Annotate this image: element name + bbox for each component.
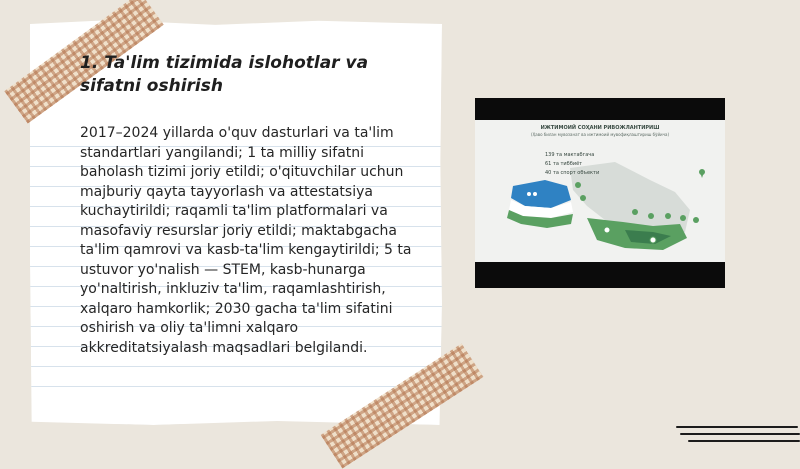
map-infographic	[475, 120, 725, 262]
decorative-stroke-3	[688, 440, 800, 442]
slide-title: 1. Ta'lim tizimida islohotlar va sifatni oshirish	[80, 53, 369, 96]
uzbekistan-map	[475, 120, 725, 262]
decorative-stroke-2	[680, 433, 800, 435]
stat-line-2: 61 та тиббиёт	[545, 161, 583, 167]
stat-line-1: 139 та мактабгача	[545, 152, 595, 158]
decorative-stroke-1	[676, 426, 798, 428]
stat-line-3: 40 та спорт объекти	[545, 170, 600, 176]
map-subtitle: (Ҳаво билан мувозанат ва ижтимоий мувофиқлаштириш бўйича)	[530, 132, 670, 137]
embedded-map-image	[475, 98, 725, 288]
slide-body-text: 2017–2024 yillarda o'quv dasturlari va ta'lim standartlari yangilandi; 1 ta milliy sifatni baholash tizimi joriy etildi; o'qituvchilar uchun majburiy qayta tayyorlash va attestatsiya kuchaytirildi; raqamli ta'lim platformalari va masofaviy resurslar joriy etildi; maktabgacha ta'lim qamrovi va kasb-ta'lim kengaytirildi; 5 ta ustuvor yo'nalish — STEM, kasb-hunarga yo'naltirish, inkluziv ta'lim, raqamlashtirish, xalqaro hamkorlik; 2030 gacha ta'lim sifatini oshirish va oliy ta'limni xalqaro akkreditatsiyalash maqsadlari belgilandi.	[80, 125, 412, 356]
map-title: ИЖТИМОИЙ СОҲАНИ РИВОЖЛАНТИРИШ	[540, 125, 660, 131]
